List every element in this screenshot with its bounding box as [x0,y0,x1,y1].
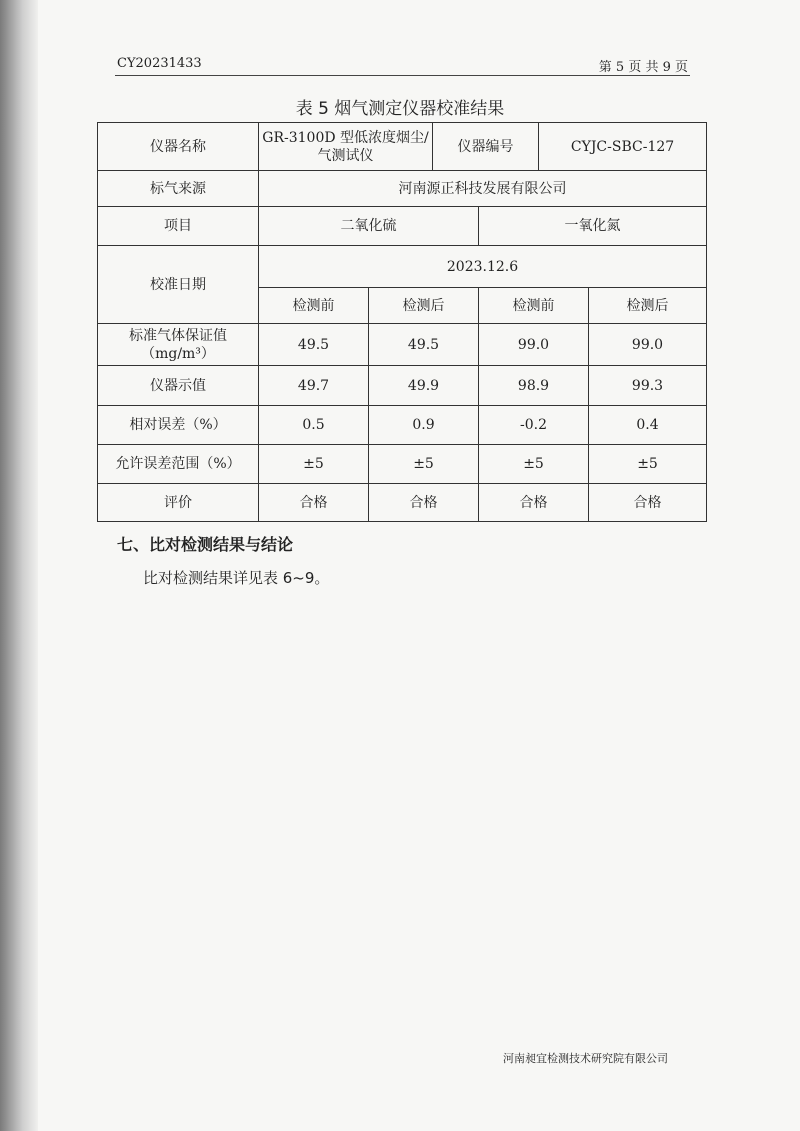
table-row [98,406,707,445]
table-row [98,445,707,484]
row-label: 仪器示值 [98,366,259,406]
cell: 0.9 [369,406,479,445]
cell: 0.5 [259,406,369,445]
date-label: 校准日期 [98,246,259,324]
table-row [98,366,707,406]
item-no: 一氧化氮 [479,207,707,246]
phase-cell: 检测前 [259,288,369,324]
cell: 合格 [369,484,479,522]
header-divider [115,75,690,76]
instrument-name-label: 仪器名称 [98,123,259,171]
calibration-date: 2023.12.6 [259,246,707,288]
instrument-no-label: 仪器编号 [433,123,539,171]
row-label: 允许误差范围（%） [98,445,259,484]
row-label: 评价 [98,484,259,522]
gas-source-label: 标气来源 [98,171,259,207]
cell: 合格 [589,484,707,522]
cell: 合格 [259,484,369,522]
calibration-table [97,122,707,522]
section-heading: 七、比对检测结果与结论 [117,535,294,554]
cell: ±5 [259,445,369,484]
page-number: 第 5 页 共 9 页 [598,60,688,75]
cell: 99.0 [589,324,707,366]
table-title: 表 5 烟气测定仪器校准结果 [295,99,505,119]
cell: 49.9 [369,366,479,406]
phase-cell: 检测后 [369,288,479,324]
cell: ±5 [589,445,707,484]
cell: 49.7 [259,366,369,406]
cell: 0.4 [589,406,707,445]
table-row [98,324,707,366]
instrument-name: GR-3100D 型低浓度烟尘/气测试仪 [259,123,433,171]
cell: 合格 [479,484,589,522]
item-so2: 二氧化硫 [259,207,479,246]
cell: 98.9 [479,366,589,406]
item-label: 项目 [98,207,259,246]
cell: ±5 [369,445,479,484]
row-label: 相对误差（%） [98,406,259,445]
gas-source: 河南源正科技发展有限公司 [259,171,707,207]
row-label: 标准气体保证值（mg/m³） [98,324,259,366]
table-row [98,484,707,522]
document-number: CY20231433 [117,56,202,71]
cell: -0.2 [479,406,589,445]
cell: 49.5 [369,324,479,366]
instrument-no: CYJC-SBC-127 [539,123,707,171]
cell: 99.0 [479,324,589,366]
cell: 99.3 [589,366,707,406]
phase-cell: 检测前 [479,288,589,324]
footer-company: 河南昶宜检测技术研究院有限公司 [503,1052,668,1065]
cell: ±5 [479,445,589,484]
section-text: 比对检测结果详见表 6~9。 [143,569,330,587]
cell: 49.5 [259,324,369,366]
scan-edge [0,0,38,1131]
phase-cell: 检测后 [589,288,707,324]
